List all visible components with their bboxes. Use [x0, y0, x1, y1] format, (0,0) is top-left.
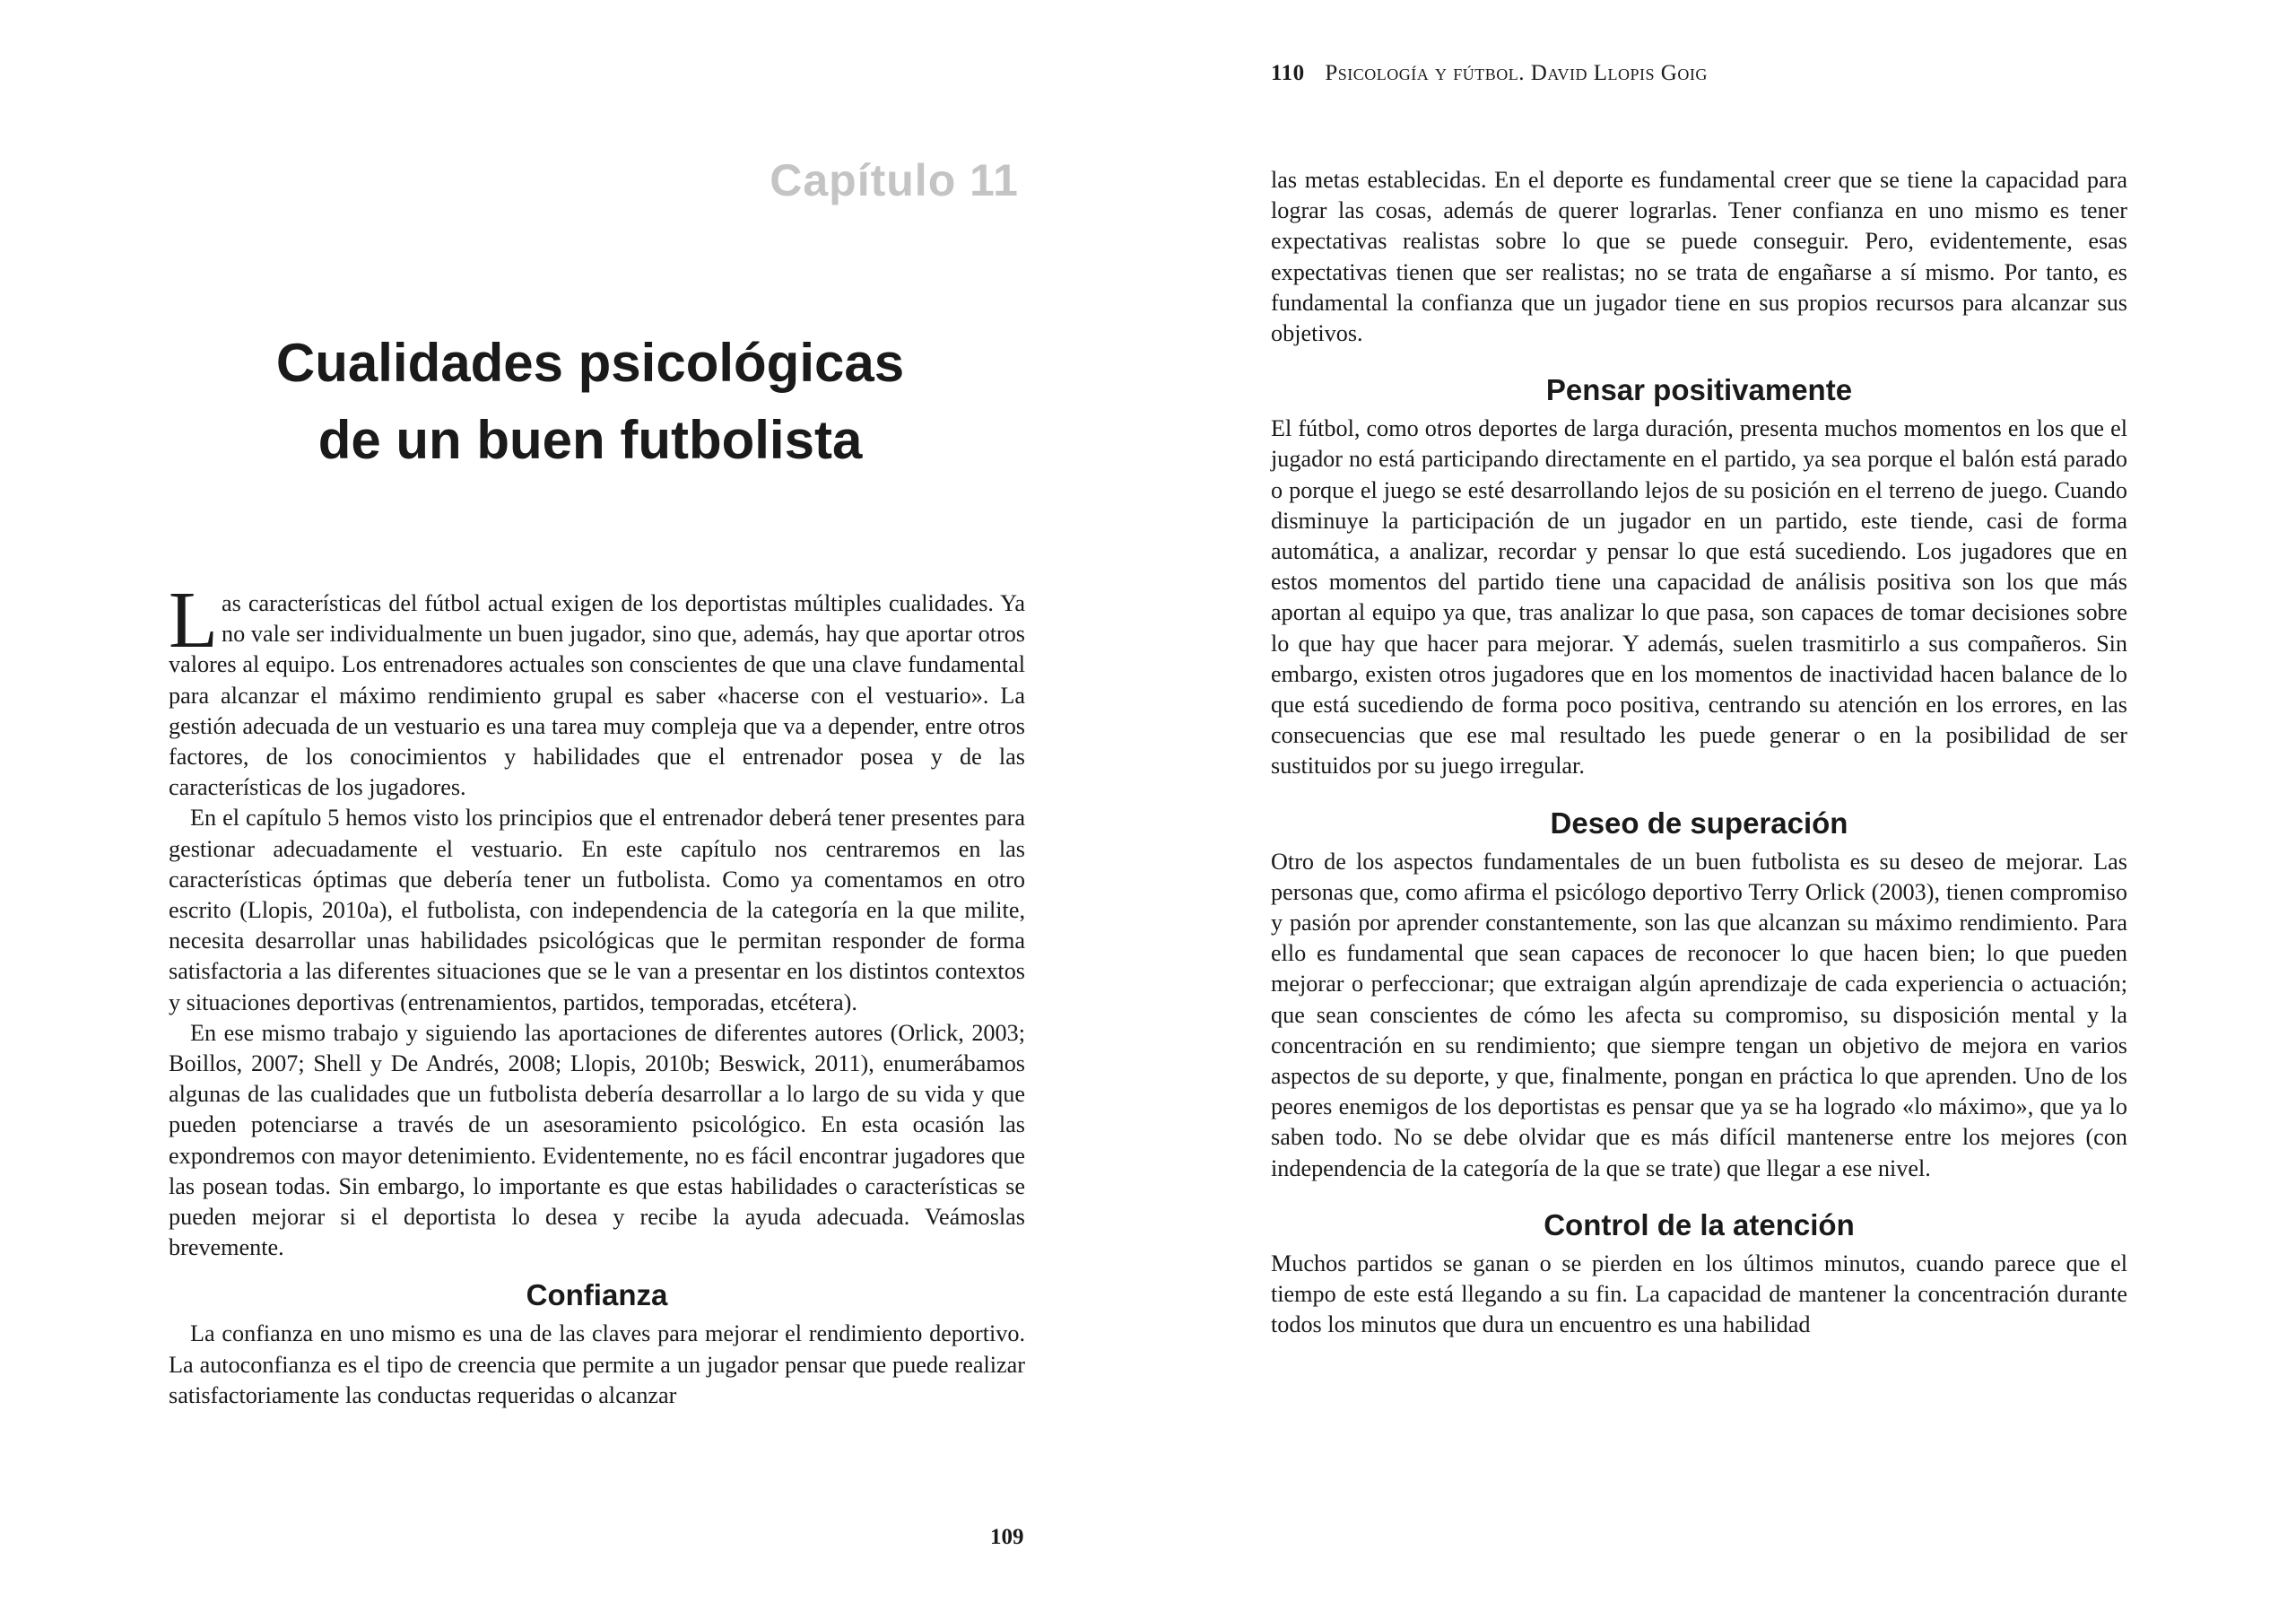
chapter-title-line: Cualidades psicológicas	[275, 333, 905, 393]
page-number: 110	[1271, 61, 1305, 85]
section-heading-atencion: Control de la atención	[1544, 1207, 1855, 1241]
intro-paragraph	[169, 576, 1025, 803]
page-number: 109	[990, 1525, 1024, 1549]
body-paragraph: En ese mismo trabajo y siguiendo las aportaciones de diferentes autores (Orlick, 2003; Boillos, 2007; Shell y De Andrés, 2008; Llopis, 2010b; Beswick, 2011), enumerábamos algunas de las cualidades que un futbolista debería desarrollar a lo largo de su vida y que pueden potenciarse a través de un asesoramiento psicológico. En esta ocasión las expondremos con mayor detenimiento. Evidentemente, no es fácil encontrar jugadores que las posean todas. Sin embargo, lo importante es que estas habilidades o características se pueden mejorar si el deportista lo desea y recibe la ayuda adecuada. Veámoslas brevemente.	[169, 1019, 1025, 1261]
body-paragraph: Otro de los aspectos fundamentales de un buen futbolista es su deseo de mejorar. Las personas que, como afirma el psicólogo deportivo Terry Orlick (2003), tienen compromiso y pasión por aprender constantemente, son las que alcanzan su máximo rendimiento. Para ello es fundamental que sean capaces de reconocer lo que hacen bien; lo que pueden mejorar o perfeccionar; que extraigan algún aprendizaje de cada experiencia o actuación; que sean conscientes de cómo les afecta su compromiso, su disposición mental y la concentración en su rendimiento; que siempre tengan un objetivo de mejora en varios aspectos de su deporte, y que, finalmente, pongan en práctica lo que aprenden. Uno de los peores enemigos de los deportistas es pensar que ya se ha logrado «lo máximo», que ya lo saben todo. No se debe olvidar que es más difícil mantenerse entre los mejores (con independencia de la categoría de la que se trate) que llegar a ese nivel.	[1271, 848, 2127, 1181]
right-body-text	[1271, 165, 2127, 1341]
right-page	[1148, 0, 2296, 1620]
left-body-text	[169, 576, 1025, 1411]
section-heading-deseo: Deseo de superación	[1550, 806, 1848, 840]
section-heading-confianza: Confianza	[526, 1278, 668, 1312]
chapter-label: Capítulo 11	[770, 155, 1019, 205]
body-paragraph: El fútbol, como otros deportes de larga duración, presenta muchos momentos en los que el jugador no está participando directamente en el partido, ya sea porque el balón está parado o porque el juego se esté desarrollando lejos de su posición en el terreno de juego. Cuando disminuye la participación de un jugador en un partido, este tiende, casi de forma automática, a analizar, recordar y pensar lo que está sucediendo. Los jugadores que en estos momentos del partido tiene una capacidad de análisis positiva son los que más aportan al equipo ya que, tras analizar lo que pasa, son capaces de tomar decisiones sobre lo que hay que hacer para mejorar. Y además, suelen trasmitirlo a sus compañeros. Sin embargo, existen otros jugadores que en los momentos de inactividad hacen balance de lo que está sucediendo de forma poco positiva, centrando su atención en los errores, en las consecuencias que ese mal resultado les puede generar o en la posibilidad de ser sustituidos por su juego irregular.	[1271, 415, 2127, 780]
chapter-title	[169, 325, 1012, 479]
body-paragraph: las metas establecidas. En el deporte es fundamental creer que se tiene la capacidad para lograr las cosas, además de querer lograrlas. Tener confianza en uno mismo es tener expectativas realistas sobre lo que se puede conseguir. Pero, evidentemente, esas expectativas tienen que ser realistas; no se trata de engañarse a sí mismo. Por tanto, es fundamental la confianza que un jugador tiene en sus propios recursos para alcanzar sus objetivos.	[1271, 167, 2127, 347]
running-head	[1271, 61, 1708, 86]
body-paragraph: Muchos partidos se ganan o se pierden en los últimos minutos, cuando parece que el tiempo de este está llegando a su fin. La capacidad de mantener la concentración durante todos los minutos que dura un encuentro es una habilidad	[1271, 1250, 2127, 1338]
body-paragraph: La confianza en uno mismo es una de las claves para mejorar el rendimiento deportivo. La autoconfianza es el tipo de creencia que permite a un jugador pensar que puede realizar satisfactoriamente las conductas requeridas o alcanzar	[169, 1320, 1025, 1408]
chapter-title-line: de un buen futbolista	[317, 410, 863, 470]
intro-paragraph-text: as características del fútbol actual exigen de los deportistas múltiples cualidades. Ya no vale ser individualmente un buen jugador, sino que, además, hay que aportar otros valores al equipo. Los entrenadores actuales son conscientes de que una clave fundamental para alcanzar el máximo rendimiento grupal es saber «hacerse con el vestuario». La gestión adecuada de un vestuario es una tarea muy compleja que va a depender, entre otros factores, de los conocimientos y habilidades que el entrenador posea y de las características de los jugadores.	[169, 590, 1025, 801]
body-paragraph: En el capítulo 5 hemos visto los principios que el entrenador deberá tener presentes para gestionar adecuadamente el vestuario. En este capítulo nos centraremos en las características óptimas que debería tener un futbolista. Como ya comentamos en otro escrito (Llopis, 2010a), el futbolista, con independencia de la categoría en la que milite, necesita desarrollar unas habilidades psicológicas que le permitan responder de forma satisfactoria a las diferentes situaciones que se le van a presentar en los distintos contextos y situaciones deportivas (entrenamientos, partidos, temporadas, etcétera).	[169, 805, 1025, 1015]
section-heading-pensar: Pensar positivamente	[1545, 373, 1853, 407]
running-head-title: Psicología y fútbol. David Llopis Goig	[1325, 61, 1708, 85]
drop-cap: L	[169, 576, 218, 665]
